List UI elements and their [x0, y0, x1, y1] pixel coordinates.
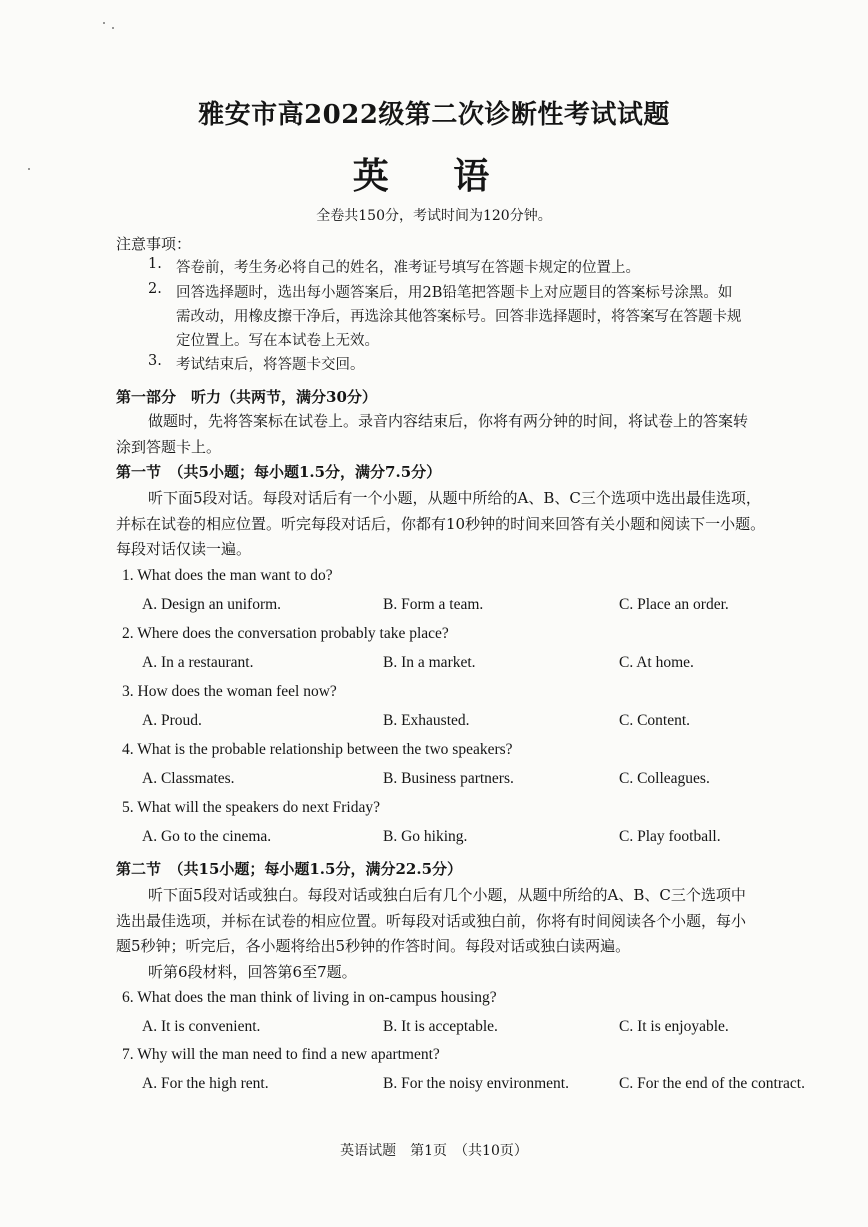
notice-item-text: 考试结束后，将答题卡交回。	[176, 357, 365, 373]
option-4a: A. Classmates.	[142, 770, 235, 787]
option-6c: C. It is enjoyable.	[619, 1018, 729, 1035]
option-1b: B. Form a team.	[383, 596, 484, 613]
question-5: 5. What will the speakers do next Friday?	[122, 799, 380, 816]
part1-intro-line: 涂到答题卡上。	[116, 438, 222, 456]
question-1: 1. What does the man want to do?	[122, 567, 333, 584]
scan-speck	[103, 22, 105, 24]
option-2b: B. In a market.	[383, 654, 476, 671]
notice-heading: 注意事项：	[116, 235, 192, 253]
option-6a: A. It is convenient.	[142, 1018, 261, 1035]
option-5a: A. Go to the cinema.	[142, 828, 272, 845]
notice-item-text: 定位置上。写在本试卷上无效。	[176, 333, 379, 349]
question-4: 4. What is the probable relationship between the two speakers?	[122, 741, 513, 758]
scan-speck	[112, 27, 114, 29]
notice-item-number: 3.	[148, 353, 162, 369]
option-3b: B. Exhausted.	[383, 712, 470, 729]
question-2: 2. Where does the conversation probably take place?	[122, 625, 449, 642]
option-3c: C. Content.	[619, 712, 691, 729]
option-1c: C. Place an order.	[619, 596, 729, 613]
option-6b: B. It is acceptable.	[383, 1018, 498, 1035]
option-4c: C. Colleagues.	[619, 770, 710, 787]
section2-heading: 第二节 （共15小题；每小题1.5分，满分22.5分）	[116, 860, 463, 878]
question-7: 7. Why will the man need to find a new apartment?	[122, 1046, 440, 1063]
notice-item-number: 2.	[148, 281, 162, 297]
section2-intro-line: 听下面5段对话或独白。每段对话或独白后有几个小题，从题中所给的A、B、C三个选项中	[148, 886, 746, 904]
exam-meta: 全卷共150分，考试时间为120分钟。	[316, 208, 552, 224]
option-5b: B. Go hiking.	[383, 828, 468, 845]
notice-item-text: 答卷前，考生务必将自己的姓名，准考证号填写在答题卡规定的位置上。	[176, 260, 640, 276]
section1-intro-line: 并标在试卷的相应位置。听完每段对话后，你都有10秒钟的时间来回答有关小题和阅读下一小题。	[116, 515, 766, 533]
notice-item-number: 1.	[148, 256, 162, 272]
section1-heading: 第一节 （共5小题；每小题1.5分，满分7.5分）	[116, 463, 442, 481]
option-1a: A. Design an uniform.	[142, 596, 282, 613]
option-7c: C. For the end of the contract.	[619, 1075, 805, 1092]
part1-intro-line: 做题时，先将答案标在试卷上。录音内容结束后，你将有两分钟的时间，将试卷上的答案转	[148, 412, 749, 430]
page-footer: 英语试题 第1页 （共10页）	[340, 1143, 528, 1159]
option-2c: C. At home.	[619, 654, 694, 671]
option-4b: B. Business partners.	[383, 770, 514, 787]
option-2a: A. In a restaurant.	[142, 654, 254, 671]
exam-subject: 英 语	[352, 155, 516, 197]
section1-intro-line: 每段对话仅读一遍。	[116, 540, 252, 558]
option-3a: A. Proud.	[142, 712, 202, 729]
part1-heading: 第一部分 听力（共两节，满分30分）	[116, 388, 377, 406]
section2-material: 听第6段材料，回答第6至7题。	[148, 963, 357, 981]
exam-title: 雅安市高2022级第二次诊断性考试试题	[198, 100, 670, 130]
section2-intro-line: 题5秒钟；听完后，各小题将给出5秒钟的作答时间。每段对话或独白读两遍。	[116, 937, 631, 955]
section1-intro-line: 听下面5段对话。每段对话后有一个小题，从题中所给的A、B、C三个选项中选出最佳选项，	[148, 489, 761, 507]
section2-intro-line: 选出最佳选项，并标在试卷的相应位置。听每段对话或独白前，你将有时间阅读各个小题，每小	[116, 912, 747, 930]
question-6: 6. What does the man think of living in on-campus housing?	[122, 989, 497, 1006]
question-3: 3. How does the woman feel now?	[122, 683, 337, 700]
option-7b: B. For the noisy environment.	[383, 1075, 569, 1092]
notice-item-text: 需改动，用橡皮擦干净后，再选涂其他答案标号。回答非选择题时，将答案写在答题卡规	[176, 309, 742, 325]
notice-item-text: 回答选择题时，选出每小题答案后，用2B铅笔把答题卡上对应题目的答案标号涂黑。如	[176, 285, 733, 301]
option-7a: A. For the high rent.	[142, 1075, 269, 1092]
option-5c: C. Play football.	[619, 828, 721, 845]
